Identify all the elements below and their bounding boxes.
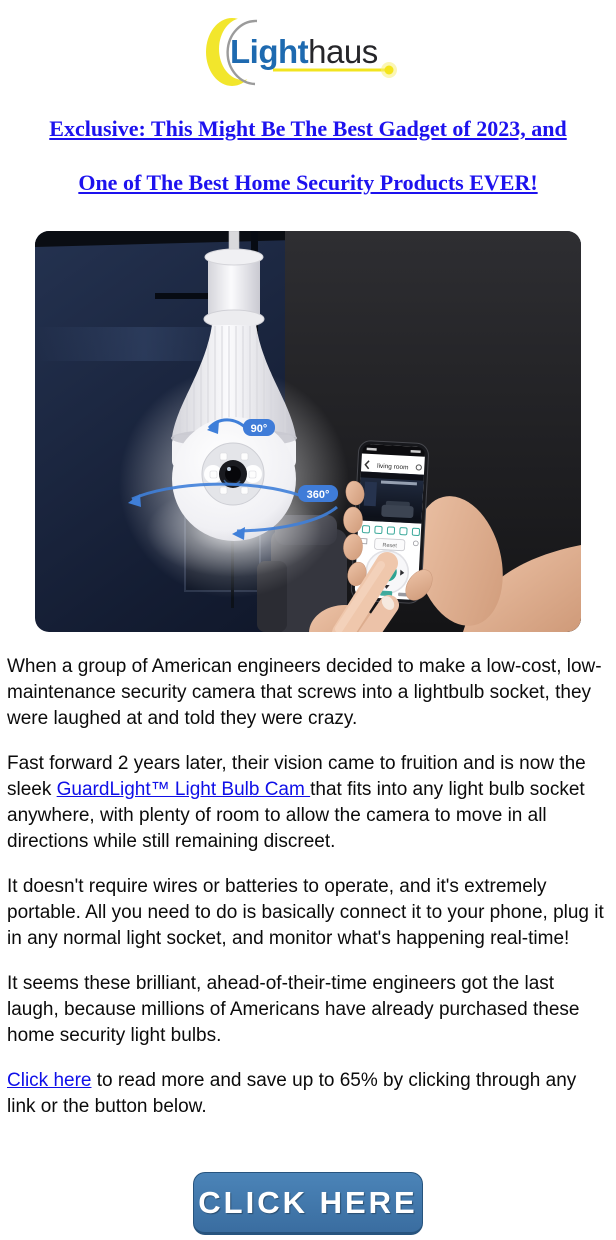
camera-feed xyxy=(358,471,423,523)
rotation-label-360 xyxy=(298,485,338,502)
paragraph-5 xyxy=(7,1068,609,1120)
svg-text:Reset: Reset xyxy=(382,542,397,550)
phone-app-title: living room xyxy=(376,462,409,472)
paragraph-4: It seems these brilliant, ahead-of-their-time engineers got the last laugh, because millions of Americans have already purchased these home security light bulbs. xyxy=(7,973,580,1046)
svg-text:360°: 360° xyxy=(306,489,330,501)
logo-header xyxy=(0,0,616,104)
click-here-button[interactable]: CLICK HERE xyxy=(193,1172,423,1235)
brand-name-primary: Light xyxy=(230,33,309,70)
rotation-label-90 xyxy=(243,419,275,436)
paragraph-2-text-after: that fits into any light bulb socket anywhere, with plenty of room to allow the camera to move in all directions while still remaining discreet. xyxy=(7,779,585,852)
paragraph-3: It doesn't require wires or batteries to operate, and it's extremely portable. All you need to do is basically connect it to your phone, plug it in any normal light socket, and monitor what's happening real-time! xyxy=(7,876,604,949)
article-body xyxy=(0,654,616,1120)
paragraph-1: When a group of American engineers decided to make a low-cost, low-maintenance security camera that screws into a lightbulb socket, they were laughed at and told they were crazy. xyxy=(7,656,602,729)
paragraph-2-text: Fast forward 2 years later, their vision came to fruition and is now the sleek xyxy=(7,753,586,800)
headline-link-line1[interactable]: Exclusive: This Might Be The Best Gadget of 2023, and xyxy=(49,116,567,141)
svg-text:Lighthaus xyxy=(230,33,378,70)
paragraph-2 xyxy=(7,751,609,855)
hero-product-image[interactable] xyxy=(35,231,581,632)
cta-row xyxy=(0,1172,616,1240)
headline-link-line2[interactable]: One of The Best Home Security Products EVER! xyxy=(78,170,538,195)
paragraph-5-text: to read more and save up to 65% by clicking through any link or the button below. xyxy=(7,1070,577,1117)
click-here-text-link[interactable]: Click here xyxy=(7,1070,92,1091)
svg-text:90°: 90° xyxy=(250,423,268,435)
lightbulb-camera-scene xyxy=(35,231,581,632)
guardlight-product-link[interactable]: GuardLight™ Light Bulb Cam xyxy=(56,779,311,800)
lighthaus-logo xyxy=(203,4,413,99)
brand-name-secondary: haus xyxy=(308,33,378,70)
headline xyxy=(0,114,616,198)
